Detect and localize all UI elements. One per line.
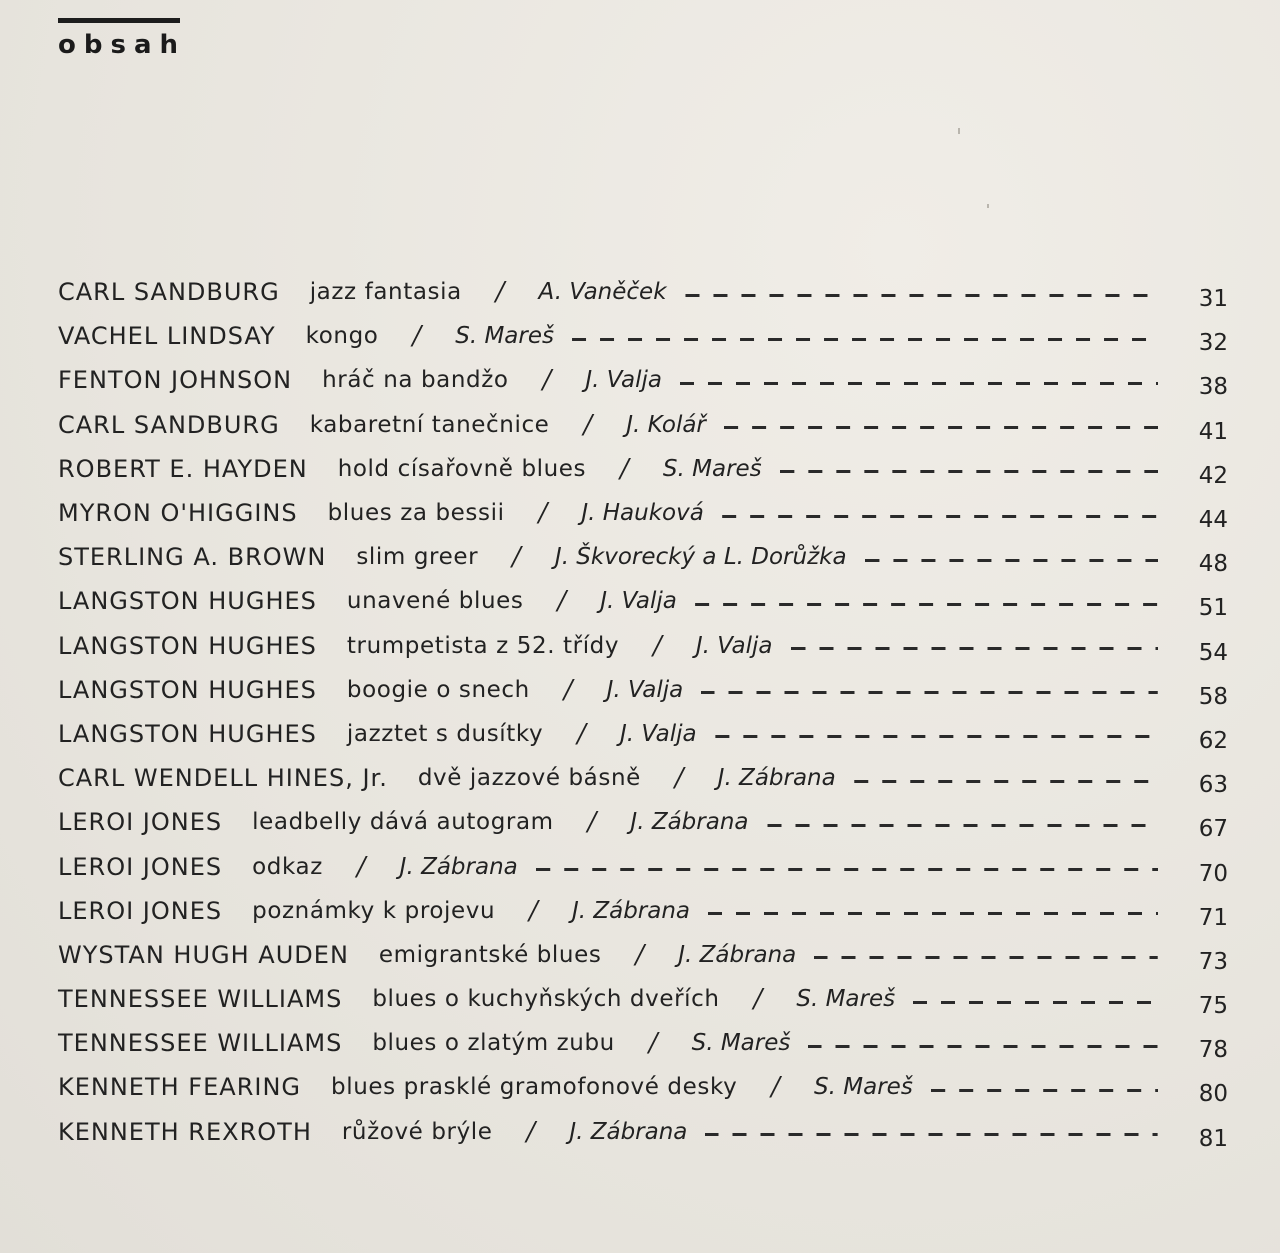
toc-entry bbox=[58, 1065, 1228, 1109]
entry-translator: A. Vaněček bbox=[538, 279, 667, 306]
dash-leader bbox=[695, 603, 1158, 606]
entry-author: LANGSTON HUGHES bbox=[58, 719, 317, 748]
entry-title: blues o zlatým zubu bbox=[372, 1030, 615, 1057]
toc-entry bbox=[58, 756, 1228, 800]
entry-author: TENNESSEE WILLIAMS bbox=[58, 985, 343, 1014]
toc-entry bbox=[58, 447, 1228, 491]
page-heading: obsah bbox=[58, 30, 187, 60]
entry-title: slim greer bbox=[356, 544, 479, 571]
entry-page-number: 58 bbox=[1198, 683, 1228, 710]
entry-page-number: 63 bbox=[1198, 772, 1228, 799]
entry-page-number: 48 bbox=[1198, 551, 1228, 578]
dash-leader bbox=[724, 426, 1158, 429]
toc-entry bbox=[58, 889, 1228, 933]
entry-translator: J. Škvorecký a L. Dorůžka bbox=[554, 544, 847, 571]
dash-leader bbox=[808, 1045, 1158, 1048]
entry-translator: J. Valja bbox=[600, 588, 677, 615]
entry-author: KENNETH REXROTH bbox=[58, 1117, 312, 1146]
entry-author: CARL SANDBURG bbox=[58, 278, 280, 307]
entry-separator-slash: / bbox=[538, 498, 548, 529]
entry-title: kongo bbox=[305, 323, 379, 350]
entry-author: STERLING A. BROWN bbox=[58, 543, 327, 572]
entry-page-number: 32 bbox=[1198, 330, 1228, 357]
toc-entry bbox=[58, 579, 1228, 623]
entry-translator: J. Zábrana bbox=[399, 853, 518, 880]
entry-title: hold císařovně blues bbox=[337, 455, 587, 482]
entry-author: TENNESSEE WILLIAMS bbox=[58, 1029, 343, 1058]
entry-author: ROBERT E. HAYDEN bbox=[58, 454, 308, 483]
entry-title: trumpetista z 52. třídy bbox=[346, 632, 620, 659]
entry-title: blues o kuchyňských dveřích bbox=[372, 986, 720, 1013]
entry-title: emigrantské blues bbox=[378, 941, 602, 968]
dash-leader bbox=[680, 382, 1158, 385]
entry-translator: J. Zábrana bbox=[678, 941, 797, 968]
entry-title: poznámky k projevu bbox=[252, 897, 496, 924]
entry-translator: J. Valja bbox=[585, 367, 662, 394]
toc-entry bbox=[58, 1021, 1228, 1065]
toc-entry bbox=[58, 403, 1228, 447]
dash-leader bbox=[913, 1001, 1158, 1004]
entry-page-number: 31 bbox=[1198, 286, 1228, 313]
entry-author: WYSTAN HUGH AUDEN bbox=[58, 940, 349, 969]
entry-separator-slash: / bbox=[412, 321, 422, 352]
toc-entry bbox=[58, 624, 1228, 668]
entry-separator-slash: / bbox=[526, 1116, 536, 1147]
dash-leader bbox=[854, 780, 1158, 783]
entry-separator-slash: / bbox=[557, 586, 567, 617]
entry-translator: S. Mareš bbox=[455, 323, 554, 350]
entry-separator-slash: / bbox=[653, 630, 662, 661]
toc-entry bbox=[58, 712, 1228, 756]
dash-leader bbox=[705, 1133, 1158, 1136]
entry-page-number: 41 bbox=[1198, 418, 1228, 445]
entry-page-number: 67 bbox=[1198, 816, 1228, 843]
entry-page-number: 73 bbox=[1198, 948, 1228, 975]
entry-author: LEROI JONES bbox=[58, 896, 223, 925]
dash-leader bbox=[865, 559, 1158, 562]
entry-translator: S. Mareš bbox=[691, 1030, 791, 1057]
entry-title: odkaz bbox=[252, 853, 323, 880]
dash-leader bbox=[722, 515, 1158, 518]
toc-entry bbox=[58, 933, 1228, 977]
entry-separator-slash: / bbox=[529, 895, 538, 926]
entry-author: LANGSTON HUGHES bbox=[58, 587, 317, 616]
toc-entry bbox=[58, 535, 1228, 579]
entry-author: CARL WENDELL HINES, Jr. bbox=[58, 764, 388, 793]
entry-translator: S. Mareš bbox=[796, 986, 896, 1013]
entry-page-number: 42 bbox=[1198, 462, 1228, 489]
entry-author: CARL SANDBURG bbox=[58, 410, 280, 439]
entry-page-number: 78 bbox=[1198, 1037, 1228, 1064]
table-of-contents bbox=[58, 270, 1228, 1154]
entry-page-number: 80 bbox=[1198, 1081, 1228, 1108]
toc-entry bbox=[58, 977, 1228, 1021]
entry-separator-slash: / bbox=[620, 453, 629, 484]
entry-separator-slash: / bbox=[635, 939, 645, 970]
entry-title: hráč na bandžo bbox=[322, 367, 509, 394]
entry-author: VACHEL LINDSAY bbox=[58, 322, 276, 351]
entry-title: růžové brýle bbox=[341, 1118, 493, 1145]
entry-page-number: 54 bbox=[1198, 639, 1228, 666]
dash-leader bbox=[767, 824, 1159, 827]
entry-translator: J. Zábrana bbox=[569, 1118, 688, 1145]
dash-leader bbox=[715, 735, 1158, 738]
entry-translator: J. Valja bbox=[695, 632, 773, 659]
entry-author: LANGSTON HUGHES bbox=[58, 631, 317, 660]
entry-title: dvě jazzové básně bbox=[417, 765, 641, 792]
entry-author: LANGSTON HUGHES bbox=[58, 675, 317, 704]
toc-entry bbox=[58, 314, 1228, 358]
heading-rule bbox=[58, 18, 180, 23]
entry-separator-slash: / bbox=[563, 674, 573, 705]
entry-translator: J. Zábrana bbox=[717, 765, 836, 792]
entry-title: kabaretní tanečnice bbox=[309, 411, 550, 438]
entry-translator: J. Kolář bbox=[626, 411, 706, 438]
toc-entry bbox=[58, 491, 1228, 535]
toc-entry bbox=[58, 1110, 1228, 1154]
entry-separator-slash: / bbox=[583, 409, 593, 440]
toc-entry bbox=[58, 668, 1228, 712]
entry-title: jazz fantasia bbox=[309, 279, 462, 306]
entry-separator-slash: / bbox=[512, 542, 521, 573]
entry-separator-slash: / bbox=[587, 807, 597, 838]
dash-leader bbox=[791, 647, 1159, 650]
dash-leader bbox=[931, 1089, 1158, 1092]
entry-page-number: 38 bbox=[1198, 374, 1228, 401]
entry-page-number: 51 bbox=[1198, 595, 1228, 622]
entry-title: blues za bessii bbox=[327, 500, 505, 527]
dash-leader bbox=[814, 956, 1158, 959]
entry-separator-slash: / bbox=[753, 984, 763, 1015]
dash-leader bbox=[572, 338, 1158, 341]
entry-author: MYRON O'HIGGINS bbox=[58, 499, 298, 528]
entry-page-number: 44 bbox=[1198, 507, 1228, 534]
entry-translator: S. Mareš bbox=[814, 1074, 913, 1101]
entry-separator-slash: / bbox=[577, 718, 586, 749]
entry-author: FENTON JOHNSON bbox=[58, 366, 293, 395]
entry-translator: J. Valja bbox=[606, 676, 684, 703]
toc-entry bbox=[58, 358, 1228, 402]
toc-entry bbox=[58, 844, 1228, 888]
dash-leader bbox=[536, 868, 1158, 871]
entry-author: LEROI JONES bbox=[58, 808, 223, 837]
entry-translator: J. Zábrana bbox=[630, 809, 749, 836]
entry-separator-slash: / bbox=[495, 277, 505, 308]
entry-separator-slash: / bbox=[356, 851, 366, 882]
entry-translator: J. Valja bbox=[620, 720, 697, 747]
entry-page-number: 62 bbox=[1198, 727, 1228, 754]
dash-leader bbox=[708, 912, 1158, 915]
entry-title: blues prasklé gramofonové desky bbox=[331, 1074, 738, 1101]
entry-title: jazztet s dusítky bbox=[346, 720, 544, 747]
toc-entry bbox=[58, 270, 1228, 314]
entry-page-number: 81 bbox=[1198, 1125, 1228, 1152]
toc-entry bbox=[58, 800, 1228, 844]
entry-translator: S. Mareš bbox=[662, 455, 762, 482]
dash-leader bbox=[780, 470, 1158, 473]
entry-page-number: 75 bbox=[1198, 993, 1228, 1020]
entry-separator-slash: / bbox=[674, 763, 684, 794]
entry-title: boogie o snech bbox=[346, 676, 530, 703]
entry-page-number: 71 bbox=[1198, 904, 1228, 931]
entry-title: leadbelly dává autogram bbox=[252, 809, 554, 836]
entry-separator-slash: / bbox=[648, 1028, 658, 1059]
dash-leader bbox=[701, 691, 1158, 694]
entry-translator: J. Hauková bbox=[581, 500, 704, 527]
entry-title: unavené blues bbox=[346, 588, 524, 615]
entry-author: KENNETH FEARING bbox=[58, 1073, 301, 1102]
entry-separator-slash: / bbox=[771, 1072, 781, 1103]
dash-leader bbox=[685, 294, 1158, 297]
entry-translator: J. Zábrana bbox=[571, 897, 691, 924]
entry-page-number: 70 bbox=[1198, 860, 1228, 887]
entry-separator-slash: / bbox=[542, 365, 552, 396]
entry-author: LEROI JONES bbox=[58, 852, 223, 881]
